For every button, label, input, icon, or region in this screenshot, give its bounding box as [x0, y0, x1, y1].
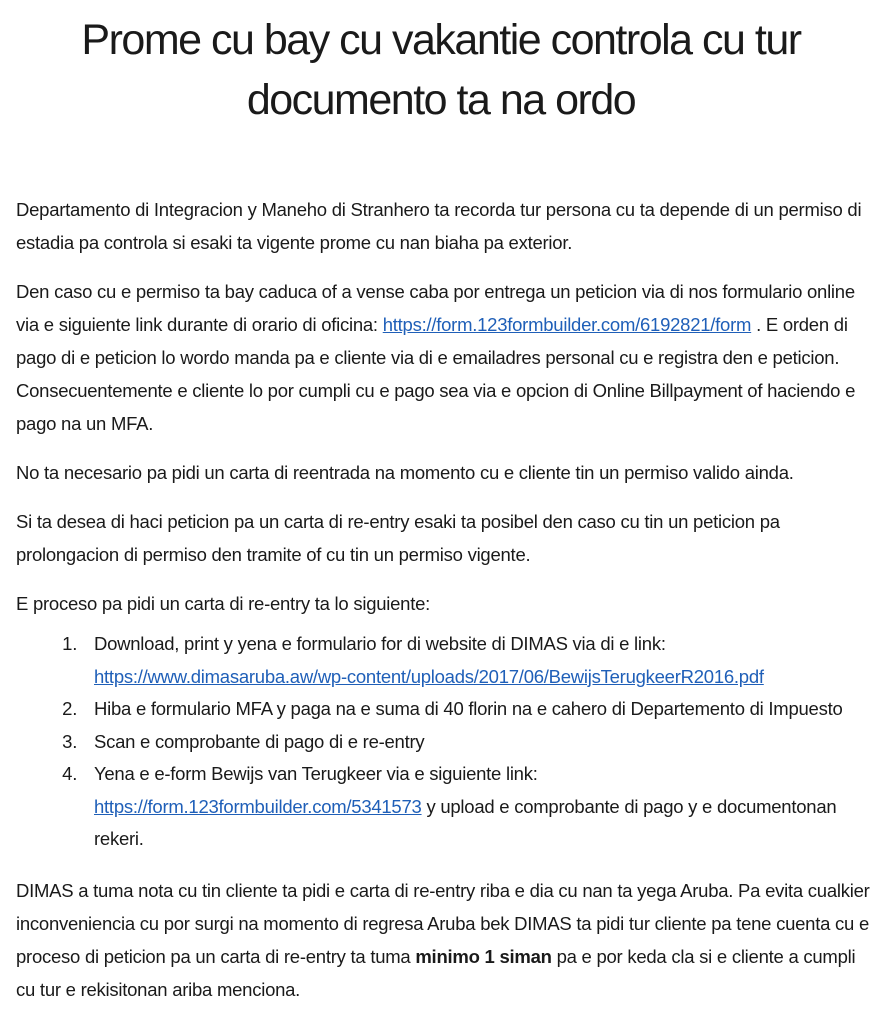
- paragraph-reminder: Departamento di Integracion y Maneho di Stranhero ta recorda tur persona cu ta depende di un permiso di estadia pa controla si esaki ta vigente prome cu nan biaha pa exterior.: [16, 199, 862, 253]
- form-link-6192821[interactable]: https://form.123formbuilder.com/6192821/form: [382, 314, 752, 335]
- process-steps-list: [16, 628, 876, 856]
- paragraph-processing-time: [16, 874, 876, 1006]
- paragraph-processing-time-text-continued: pa e por keda cla si e cliente a cumpli cu tur e rekisitonan ariba menciona.: [16, 945, 856, 1000]
- paragraph-processing-time-text: DIMAS a tuma nota cu tin cliente ta pidi e carta di re-entry riba e dia cu nan ta yega Aruba. Pa evita cualkier inconveniencia cu por surgi na momento di regresa Aruba bek DIMAS ta pidi tur cliente pa tene cuenta cu e proceso di peticion pa un carta di re-entry ta tuma: [16, 879, 870, 967]
- paragraph-reentry-possible: Si ta desea di haci peticion pa un carta di re-entry esaki ta posibel den caso cu tin un peticion pa prolongacion di permiso den tramite of cu tin un permiso vigente.: [16, 511, 780, 565]
- list-item-step-2: [82, 693, 876, 726]
- processing-time-highlight: minimo 1 siman: [415, 945, 552, 967]
- step-2-text: Hiba e formulario MFA y paga na e suma di 40 florin na e cahero di Departemento di Impuesto: [94, 698, 843, 719]
- paragraph-no-reentry-needed: No ta necesario pa pidi un carta di reentrada na momento cu e cliente tin un permiso valido ainda.: [16, 462, 794, 483]
- paragraph-expired-permit: [16, 275, 876, 440]
- page-title: [0, 10, 882, 130]
- step-4-text-continued: y upload e comprobante di pago y e documentonan rekeri.: [94, 795, 837, 849]
- list-item-step-4: [82, 758, 876, 856]
- step-4-text: 4. Yena e e-form Bewijs van Terugkeer via e siguiente link:: [94, 763, 538, 784]
- dimas-form-pdf-link[interactable]: https://www.dimasaruba.aw/wp-content/uploads/2017/06/BewijsTerugkeerR2016.pdf: [94, 665, 764, 687]
- list-item-step-1: [82, 628, 876, 693]
- paragraph-expired-permit-text: Den caso cu e permiso ta bay caduca of a vense caba por entrega un peticion via di nos formulario online via e siguiente link durante di orario di oficina:: [16, 281, 855, 335]
- title-line-2: documento ta na ordo: [246, 76, 636, 124]
- paragraph-expired-permit-text-continued: . E orden di pago di e peticion lo wordo manda pa e cliente via di e emailadres personal cu e registra den e peticion. Consecuentemente e cliente lo por cumpli cu e pago sea via e opcion di Online Billpayment of haciendo e pago na un MFA.: [16, 314, 856, 434]
- document-body: [16, 193, 876, 1022]
- step-1-text: 1. Download, print y yena e formulario for di website di DIMAS via di e link:: [94, 633, 666, 654]
- title-line-1: Prome cu bay cu vakantie controla cu tur: [81, 16, 801, 64]
- step-3-text: Scan e comprobante di pago di e re-entry: [94, 730, 425, 752]
- form-link-5341573[interactable]: https://form.123formbuilder.com/5341573: [94, 795, 422, 817]
- paragraph-process-intro: E proceso pa pidi un carta di re-entry ta lo siguiente:: [16, 593, 431, 614]
- list-item-step-3: [82, 726, 876, 759]
